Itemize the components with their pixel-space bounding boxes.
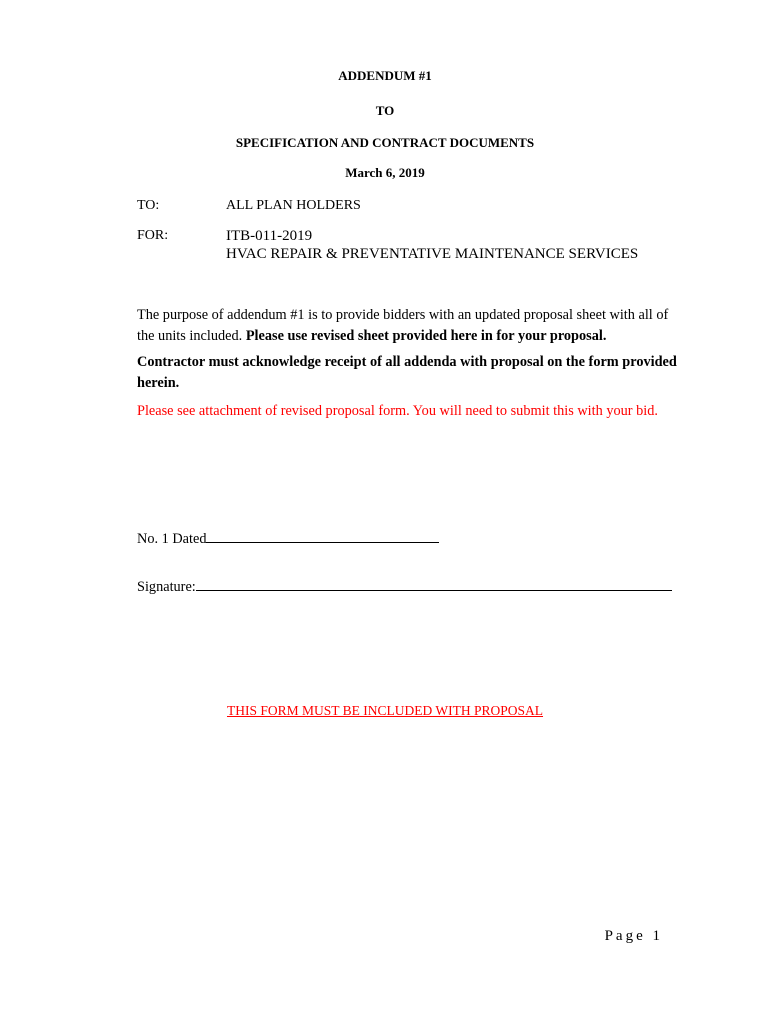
form-notice-text: THIS FORM MUST BE INCLUDED WITH PROPOSAL bbox=[226, 703, 544, 718]
signature-label: Signature: bbox=[137, 579, 196, 595]
for-label: FOR: bbox=[137, 228, 169, 243]
dated-blank[interactable] bbox=[206, 528, 439, 543]
acknowledge-paragraph: Contractor must acknowledge receipt of all addenda with proposal on the form provided herein. bbox=[137, 354, 677, 391]
attachment-note: Please see attachment of revised proposal form. You will need to submit this with your bid. bbox=[137, 403, 658, 419]
dated-line bbox=[137, 528, 439, 548]
page-number: Page 1 bbox=[604, 928, 663, 944]
addendum-title: ADDENDUM #1 bbox=[338, 68, 432, 83]
signature-line bbox=[137, 576, 672, 596]
purpose-text: The purpose of addendum #1 is to provide bidders with an updated proposal sheet with all of the units included. bbox=[137, 307, 669, 344]
purpose-bold-text: Please use revised sheet provided here in for your proposal. bbox=[245, 328, 607, 344]
document-subtitle: SPECIFICATION AND CONTRACT DOCUMENTS bbox=[235, 135, 535, 150]
purpose-paragraph bbox=[137, 305, 677, 347]
itb-number: ITB-011-2019 bbox=[226, 228, 313, 244]
signature-blank[interactable] bbox=[196, 576, 672, 591]
addendum-date: March 6, 2019 bbox=[345, 165, 425, 180]
form-notice bbox=[0, 702, 770, 720]
project-name: HVAC REPAIR & PREVENTATIVE MAINTENANCE SERVICES bbox=[226, 246, 639, 262]
to-label: TO: bbox=[137, 198, 160, 213]
to-value: ALL PLAN HOLDERS bbox=[226, 198, 361, 213]
dated-label: No. 1 Dated bbox=[137, 531, 207, 547]
to-word: TO bbox=[375, 103, 395, 118]
